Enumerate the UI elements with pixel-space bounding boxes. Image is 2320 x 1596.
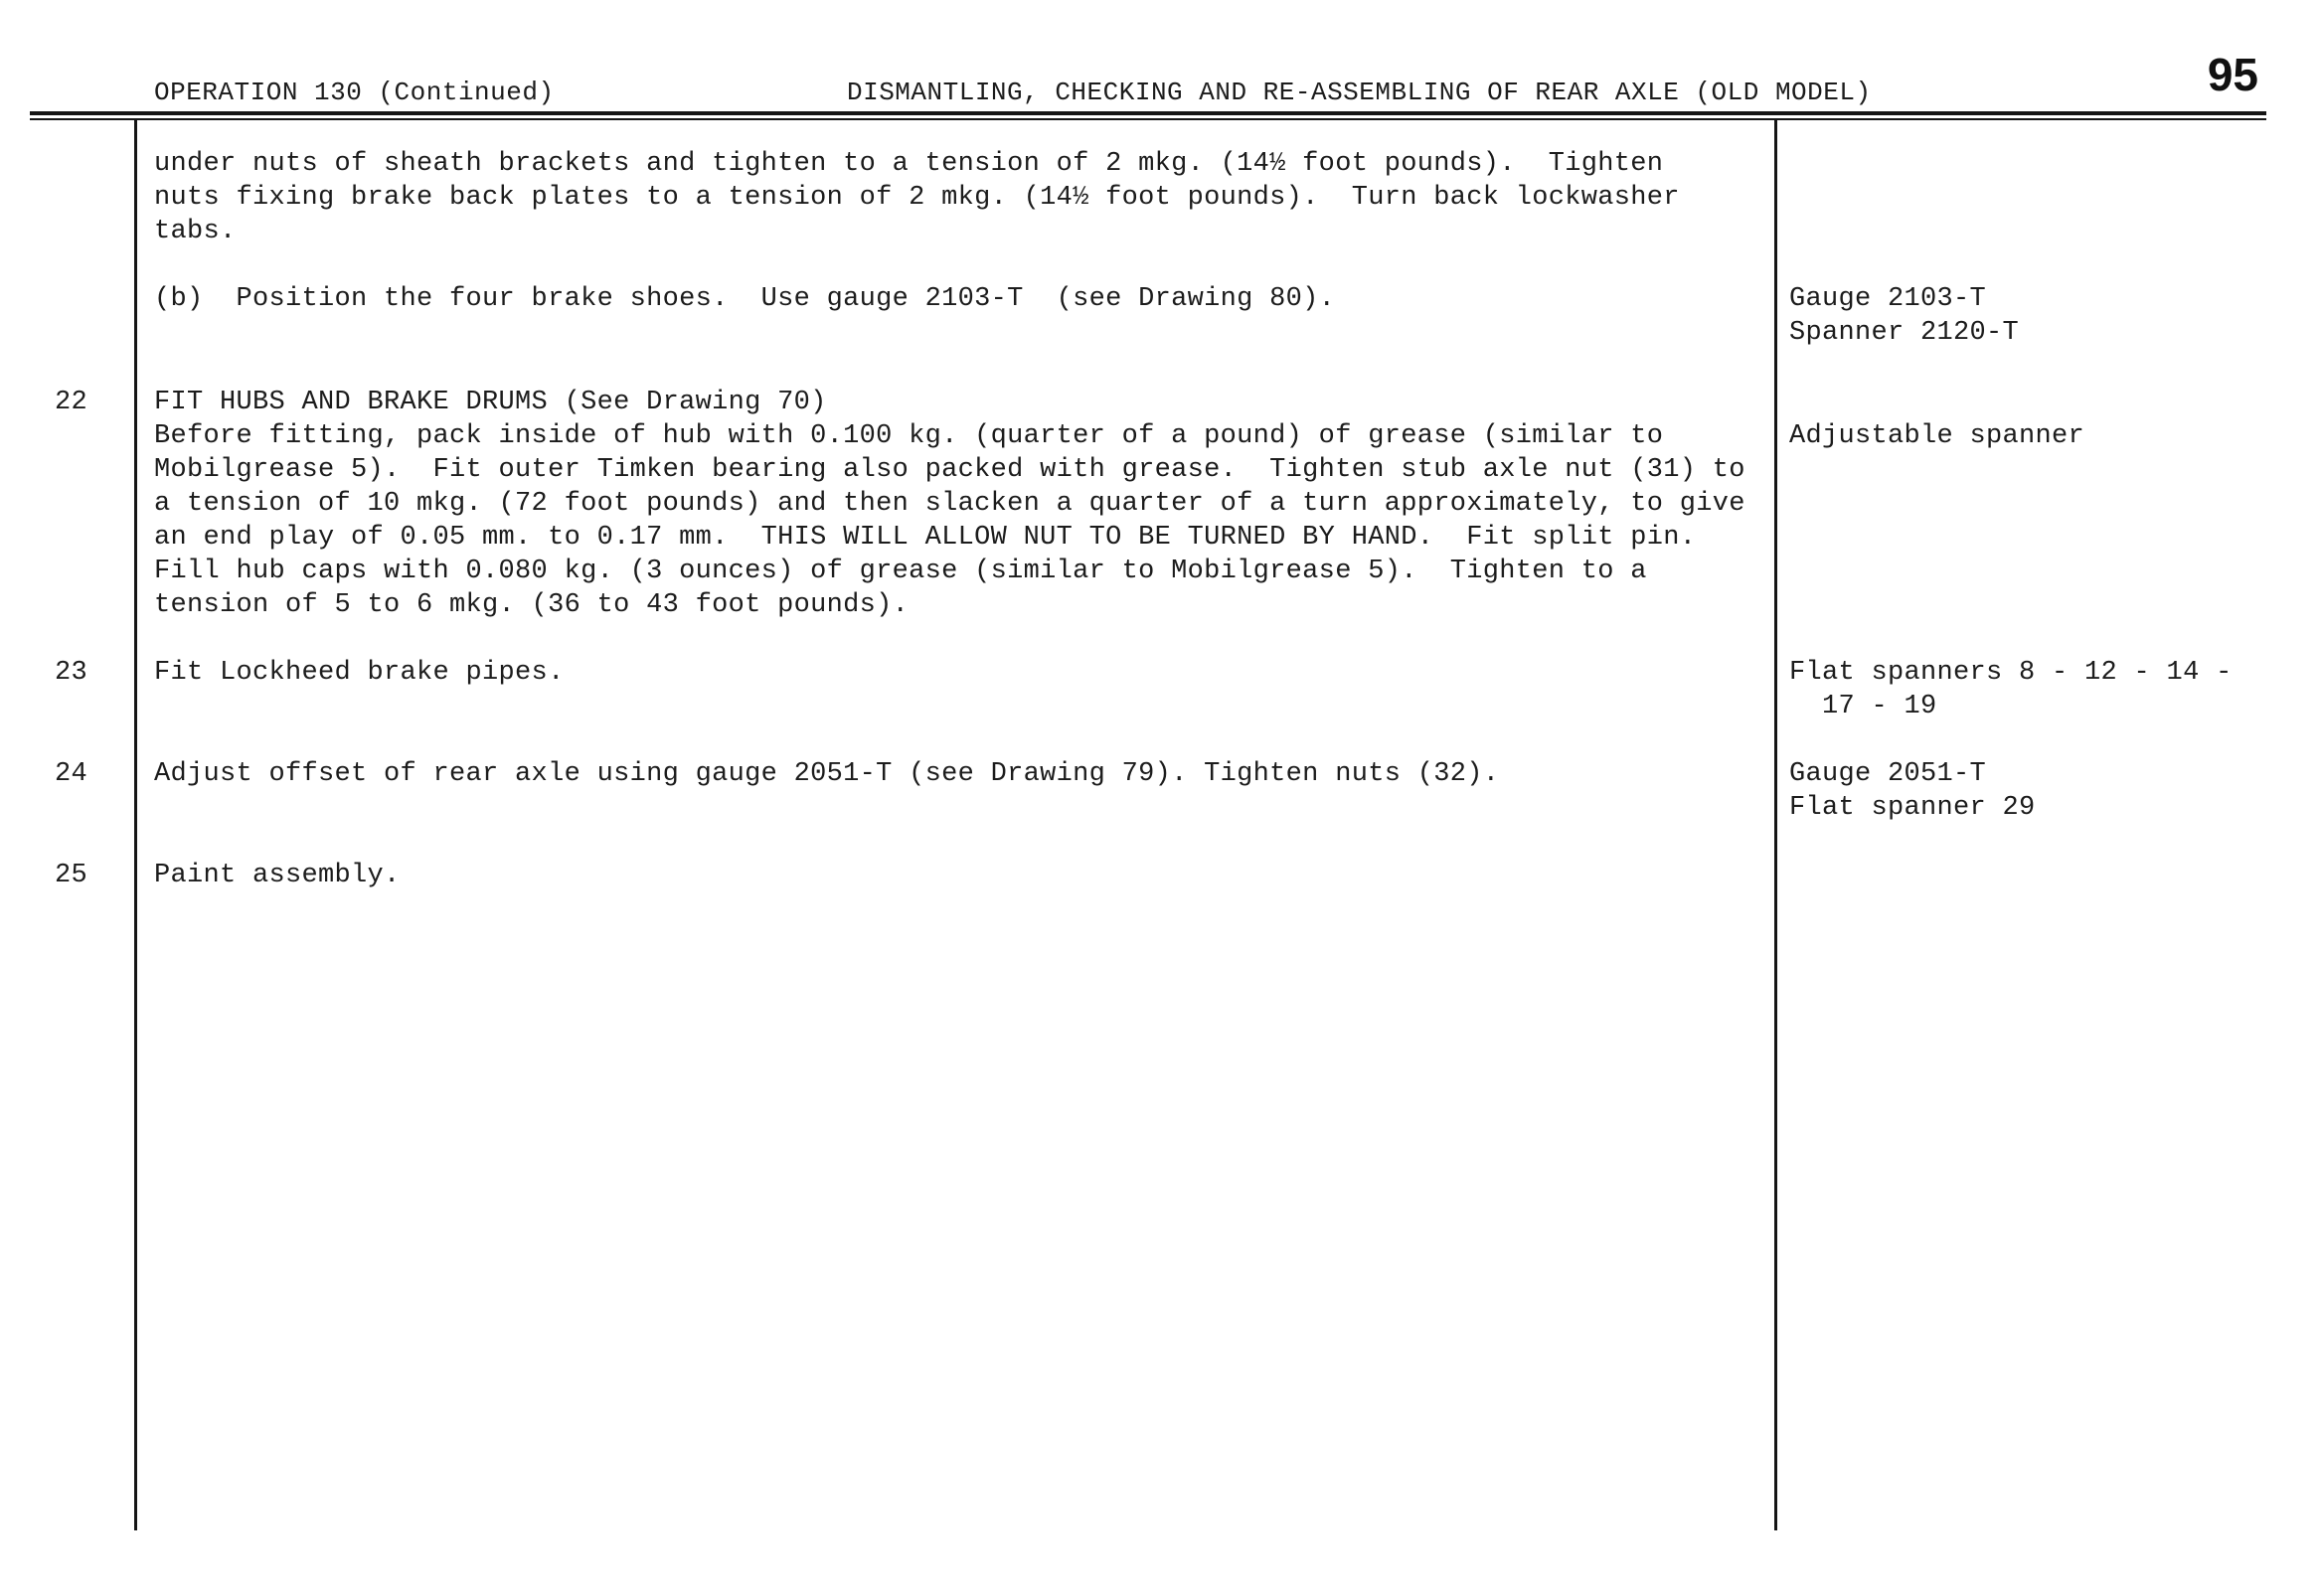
step-b-text: (b) Position the four brake shoes. Use gauge 2103-T (see Drawing 80). <box>154 284 1336 314</box>
tool-gauge-2103: Gauge 2103-T <box>1789 284 1987 314</box>
tools-column-divider <box>1774 119 1777 1530</box>
tool-gauge-2051: Gauge 2051-T <box>1789 759 1987 789</box>
step-22-line-4: an end play of 0.05 mm. to 0.17 mm. THIS WILL ALLOW NUT TO BE TURNED BY HAND. Fit split pin. <box>154 523 1697 553</box>
step-number-23: 23 <box>55 658 88 688</box>
intro-line-2: nuts fixing brake back plates to a tension of 2 mkg. (14½ foot pounds). Turn back lockwasher <box>154 183 1680 213</box>
step-25-text: Paint assembly. <box>154 861 401 890</box>
tool-flat-spanner-29: Flat spanner 29 <box>1789 793 2036 823</box>
step-22-heading: FIT HUBS AND BRAKE DRUMS (See Drawing 70) <box>154 388 827 417</box>
step-number-22: 22 <box>55 388 88 417</box>
operation-header: OPERATION 130 (Continued) <box>154 78 555 107</box>
header-rule-thin <box>30 118 2266 120</box>
intro-line-1: under nuts of sheath brackets and tighten to a tension of 2 mkg. (14½ foot pounds). Tighten <box>154 149 1664 179</box>
step-number-24: 24 <box>55 759 88 789</box>
page-number: 95 <box>2207 49 2258 100</box>
tool-adjustable-spanner: Adjustable spanner <box>1789 421 2085 451</box>
header-rule-thick <box>30 111 2266 115</box>
step-22-line-2: Mobilgrease 5). Fit outer Timken bearing also packed with grease. Tighten stub axle nut (31) to <box>154 455 1745 485</box>
step-number-25: 25 <box>55 861 88 890</box>
tool-flat-spanners-line-2: 17 - 19 <box>1789 692 1937 721</box>
step-22-line-1: Before fitting, pack inside of hub with 0.100 kg. (quarter of a pound) of grease (similar to <box>154 421 1664 451</box>
step-22-line-6: tension of 5 to 6 mkg. (36 to 43 foot pounds). <box>154 590 910 620</box>
step-22-line-3: a tension of 10 mkg. (72 foot pounds) and then slacken a quarter of a turn approximately, to give <box>154 489 1745 519</box>
tool-spanner-2120: Spanner 2120-T <box>1789 318 2020 348</box>
step-22-line-5: Fill hub caps with 0.080 kg. (3 ounces) of grease (similar to Mobilgrease 5). Tighten to a <box>154 557 1647 586</box>
tool-flat-spanners-line-1: Flat spanners 8 - 12 - 14 - <box>1789 658 2233 688</box>
step-24-text: Adjust offset of rear axle using gauge 2051-T (see Drawing 79). Tighten nuts (32). <box>154 759 1500 789</box>
number-column-divider <box>134 119 137 1530</box>
intro-line-3: tabs. <box>154 217 237 246</box>
step-23-text: Fit Lockheed brake pipes. <box>154 658 565 688</box>
section-title: DISMANTLING, CHECKING AND RE-ASSEMBLING OF REAR AXLE (OLD MODEL) <box>847 78 1872 107</box>
